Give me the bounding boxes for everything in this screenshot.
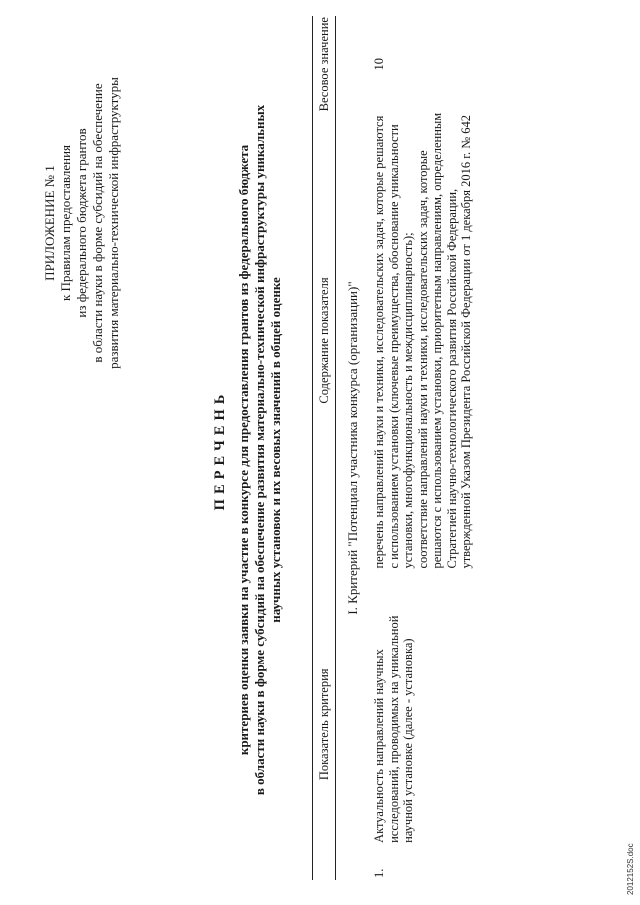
section-title: I. Критерий "Потенциал участника конкурса (организации)" xyxy=(344,281,360,615)
content-paragraph: соответствие направлений науки и техники, исследовательских задач, которые решаются с использованием установки, приоритетным направлениям, определенным Стратегией научно-технологического развития Российской Федерации, утвержденной Указом Президента Российской Федерации от 1 декабря 2016 г. № 642 xyxy=(415,112,473,569)
row-value: 10 xyxy=(372,57,386,71)
appendix-block xyxy=(42,58,122,388)
title-subtitle-line: научных установок и их весовых значений в общей оценке xyxy=(268,277,283,623)
title-subtitle-line: критериев оценки заявки на участие в конкурсе для предоставления грантов из федерального бюджета xyxy=(236,144,251,756)
section-row xyxy=(335,16,372,880)
content-paragraph: перечень направлений науки и техники, исследовательских задач, которые решаются с использованием установки (ключевые преимущества, обоснование уникальности установки, многофункциональность и междисциплинарность); xyxy=(372,115,415,569)
appendix-line: развития материально-технической инфраструктуры xyxy=(106,77,121,369)
header-content: Содержание показателя xyxy=(313,112,336,568)
title-subtitle-line: в области науки в форме субсидий на обеспечение развития материально-технической инфраструктуры уникальных xyxy=(252,104,267,796)
appendix-line: в области науки в форме субсидий на обеспечение xyxy=(90,83,105,363)
table-row xyxy=(372,16,474,880)
header-value: Весовое значение xyxy=(313,16,336,112)
title-main: ПЕРЕЧЕНЬ xyxy=(212,389,228,511)
row-number: 1. xyxy=(372,868,386,878)
table-header-row xyxy=(313,16,336,880)
row-indicator: Актуальность направлений научных исследований, проводимых на уникальной научной установке (далее - установка) xyxy=(372,615,415,843)
appendix-line: из федерального бюджета грантов xyxy=(74,128,89,318)
row-content xyxy=(372,112,474,568)
appendix-line: ПРИЛОЖЕНИЕ № 1 xyxy=(42,165,57,281)
header-indicator: Показатель критерия xyxy=(313,569,336,880)
appendix-line: к Правилам предоставления xyxy=(58,144,73,302)
document-title xyxy=(212,55,284,845)
criteria-table xyxy=(312,16,474,880)
document-code: 2012152S.doc xyxy=(626,843,635,895)
